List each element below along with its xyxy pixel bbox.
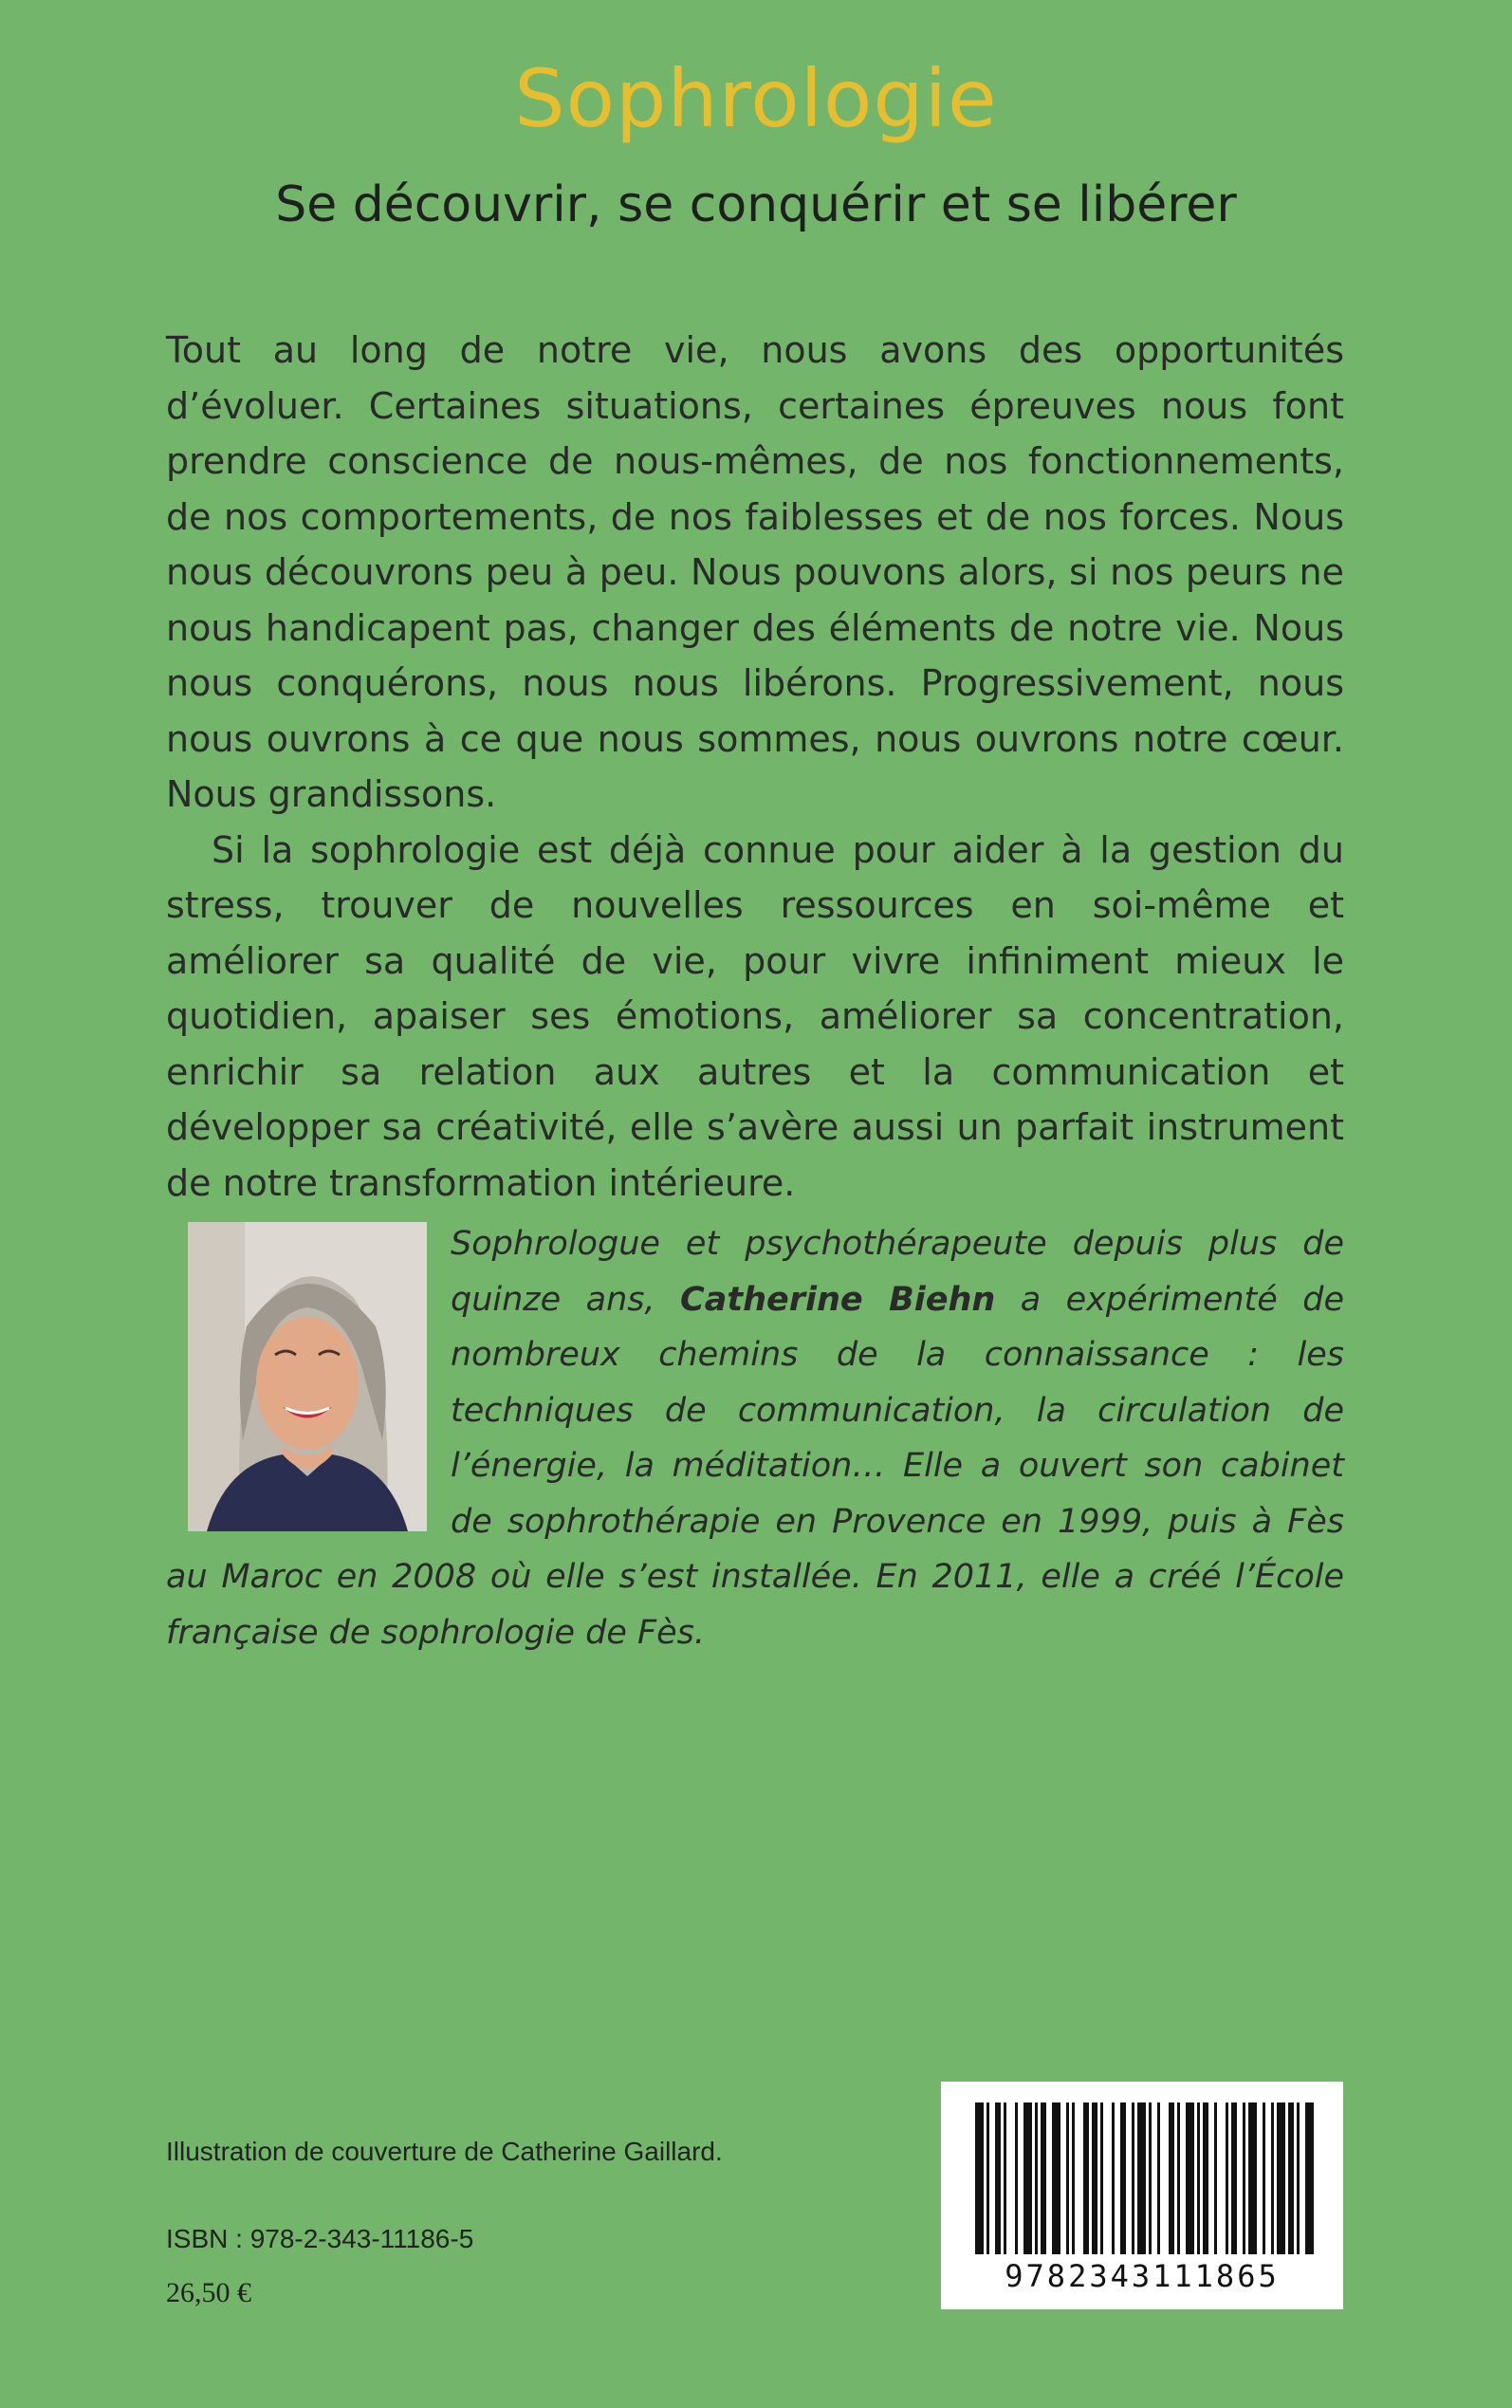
barcode-bar [1177,2102,1180,2254]
barcode-bar [1120,2102,1126,2254]
barcode-bar [1004,2102,1006,2254]
book-title: Sophrologie [514,52,998,145]
barcode-bar [1041,2102,1046,2254]
barcode [941,2082,1343,2309]
blurb-paragraph-2: Si la sophrologie est déjà connue pour aider à la gestion du stress, trouver de nouvelles ressources en soi-même et améliorer sa qualité de vie, pour vivre infiniment mieux le quotidien, apaiser ses émotions, améliorer sa concentration, enrichir sa relation aux autres et la communication et développer sa créativité, elle s’avère aussi un parfait instrument de notre transformation intérieure. [166,828,1344,1204]
author-name: Catherine Biehn [680,1280,996,1319]
book-subtitle: Se découvrir, se conquérir et se libérer [275,176,1237,233]
barcode-bar [1023,2102,1032,2254]
barcode-bar [1305,2102,1314,2254]
author-photo [188,1222,427,1531]
barcode-bar [986,2102,989,2254]
barcode-bar [1197,2102,1200,2254]
barcode-bar [1203,2102,1208,2254]
barcode-bar [1149,2102,1152,2254]
barcode-bar [1072,2102,1075,2254]
author-bio-rest: a expérimenté de nombreux chemins de la connaissance : les techniques de communication, la circulation de l’énergie, la méditation… Elle a ouvert son cabinet de sophrothérapie en Provence en 1999, puis à Fès au Maroc en 2008 où elle s’est installée. En 2011, elle a créé l’École française de sophrologie de Fès. [166,1280,1344,1652]
barcode-bar [1169,2102,1174,2254]
barcode-bar [1112,2102,1115,2254]
barcode-bar [1100,2102,1103,2254]
barcode-digits: 9782343111865 [1005,2258,1280,2294]
barcode-bar [1271,2102,1274,2254]
cover-illustration-credit: Illustration de couverture de Catherine Gaillard. [166,2137,723,2166]
barcode-bar [1277,2102,1285,2254]
barcode-bar [1186,2102,1194,2254]
barcode-bar [1137,2102,1146,2254]
barcode-bar [1066,2102,1069,2254]
blurb [166,323,1344,1211]
barcode-bar [1157,2102,1160,2254]
isbn: ISBN : 978-2-343-11186-5 [166,2224,474,2253]
barcode-bar [1231,2102,1237,2254]
barcode-bar [1297,2102,1300,2254]
barcode-bar [995,2102,1001,2254]
barcode-bar [1052,2102,1060,2254]
blurb-paragraph-1: Tout au long de notre vie, nous avons des opportunités d’évoluer. Certaines situations, certaines épreuves nous font prendre conscience de nous-mêmes, de nos fonctionnements, de nos comportements, de nos faiblesses et de nos forces. Nous nous découvrons peu à peu. Nous pouvons alors, si nos peurs ne nous handicapent pas, changer des éléments de notre vie. Nous nous conquérons, nous nous libérons. Progressivement, nous nous ouvrons à ce que nous sommes, nous ouvrons notre cœur. Nous grandissons. [166,329,1344,815]
author-portrait-icon [188,1222,427,1531]
barcode-bar [1226,2102,1228,2254]
barcode-bar [1083,2102,1089,2254]
barcode-bar [1263,2102,1265,2254]
author-bio-intro: Sophrologue et psychothérapeute depuis plus de quinze ans, [451,1225,1344,1319]
barcode-bar [1015,2102,1018,2254]
barcode-bar [1092,2102,1097,2254]
barcode-bar [1288,2102,1294,2254]
barcode-bar [1132,2102,1134,2254]
barcode-bar [1214,2102,1217,2254]
barcode-bar [1243,2102,1245,2254]
price: 26,50 € [166,2277,251,2308]
barcode-bar [1248,2102,1257,2254]
barcode-bar [1035,2102,1038,2254]
barcode-bar [975,2102,984,2254]
